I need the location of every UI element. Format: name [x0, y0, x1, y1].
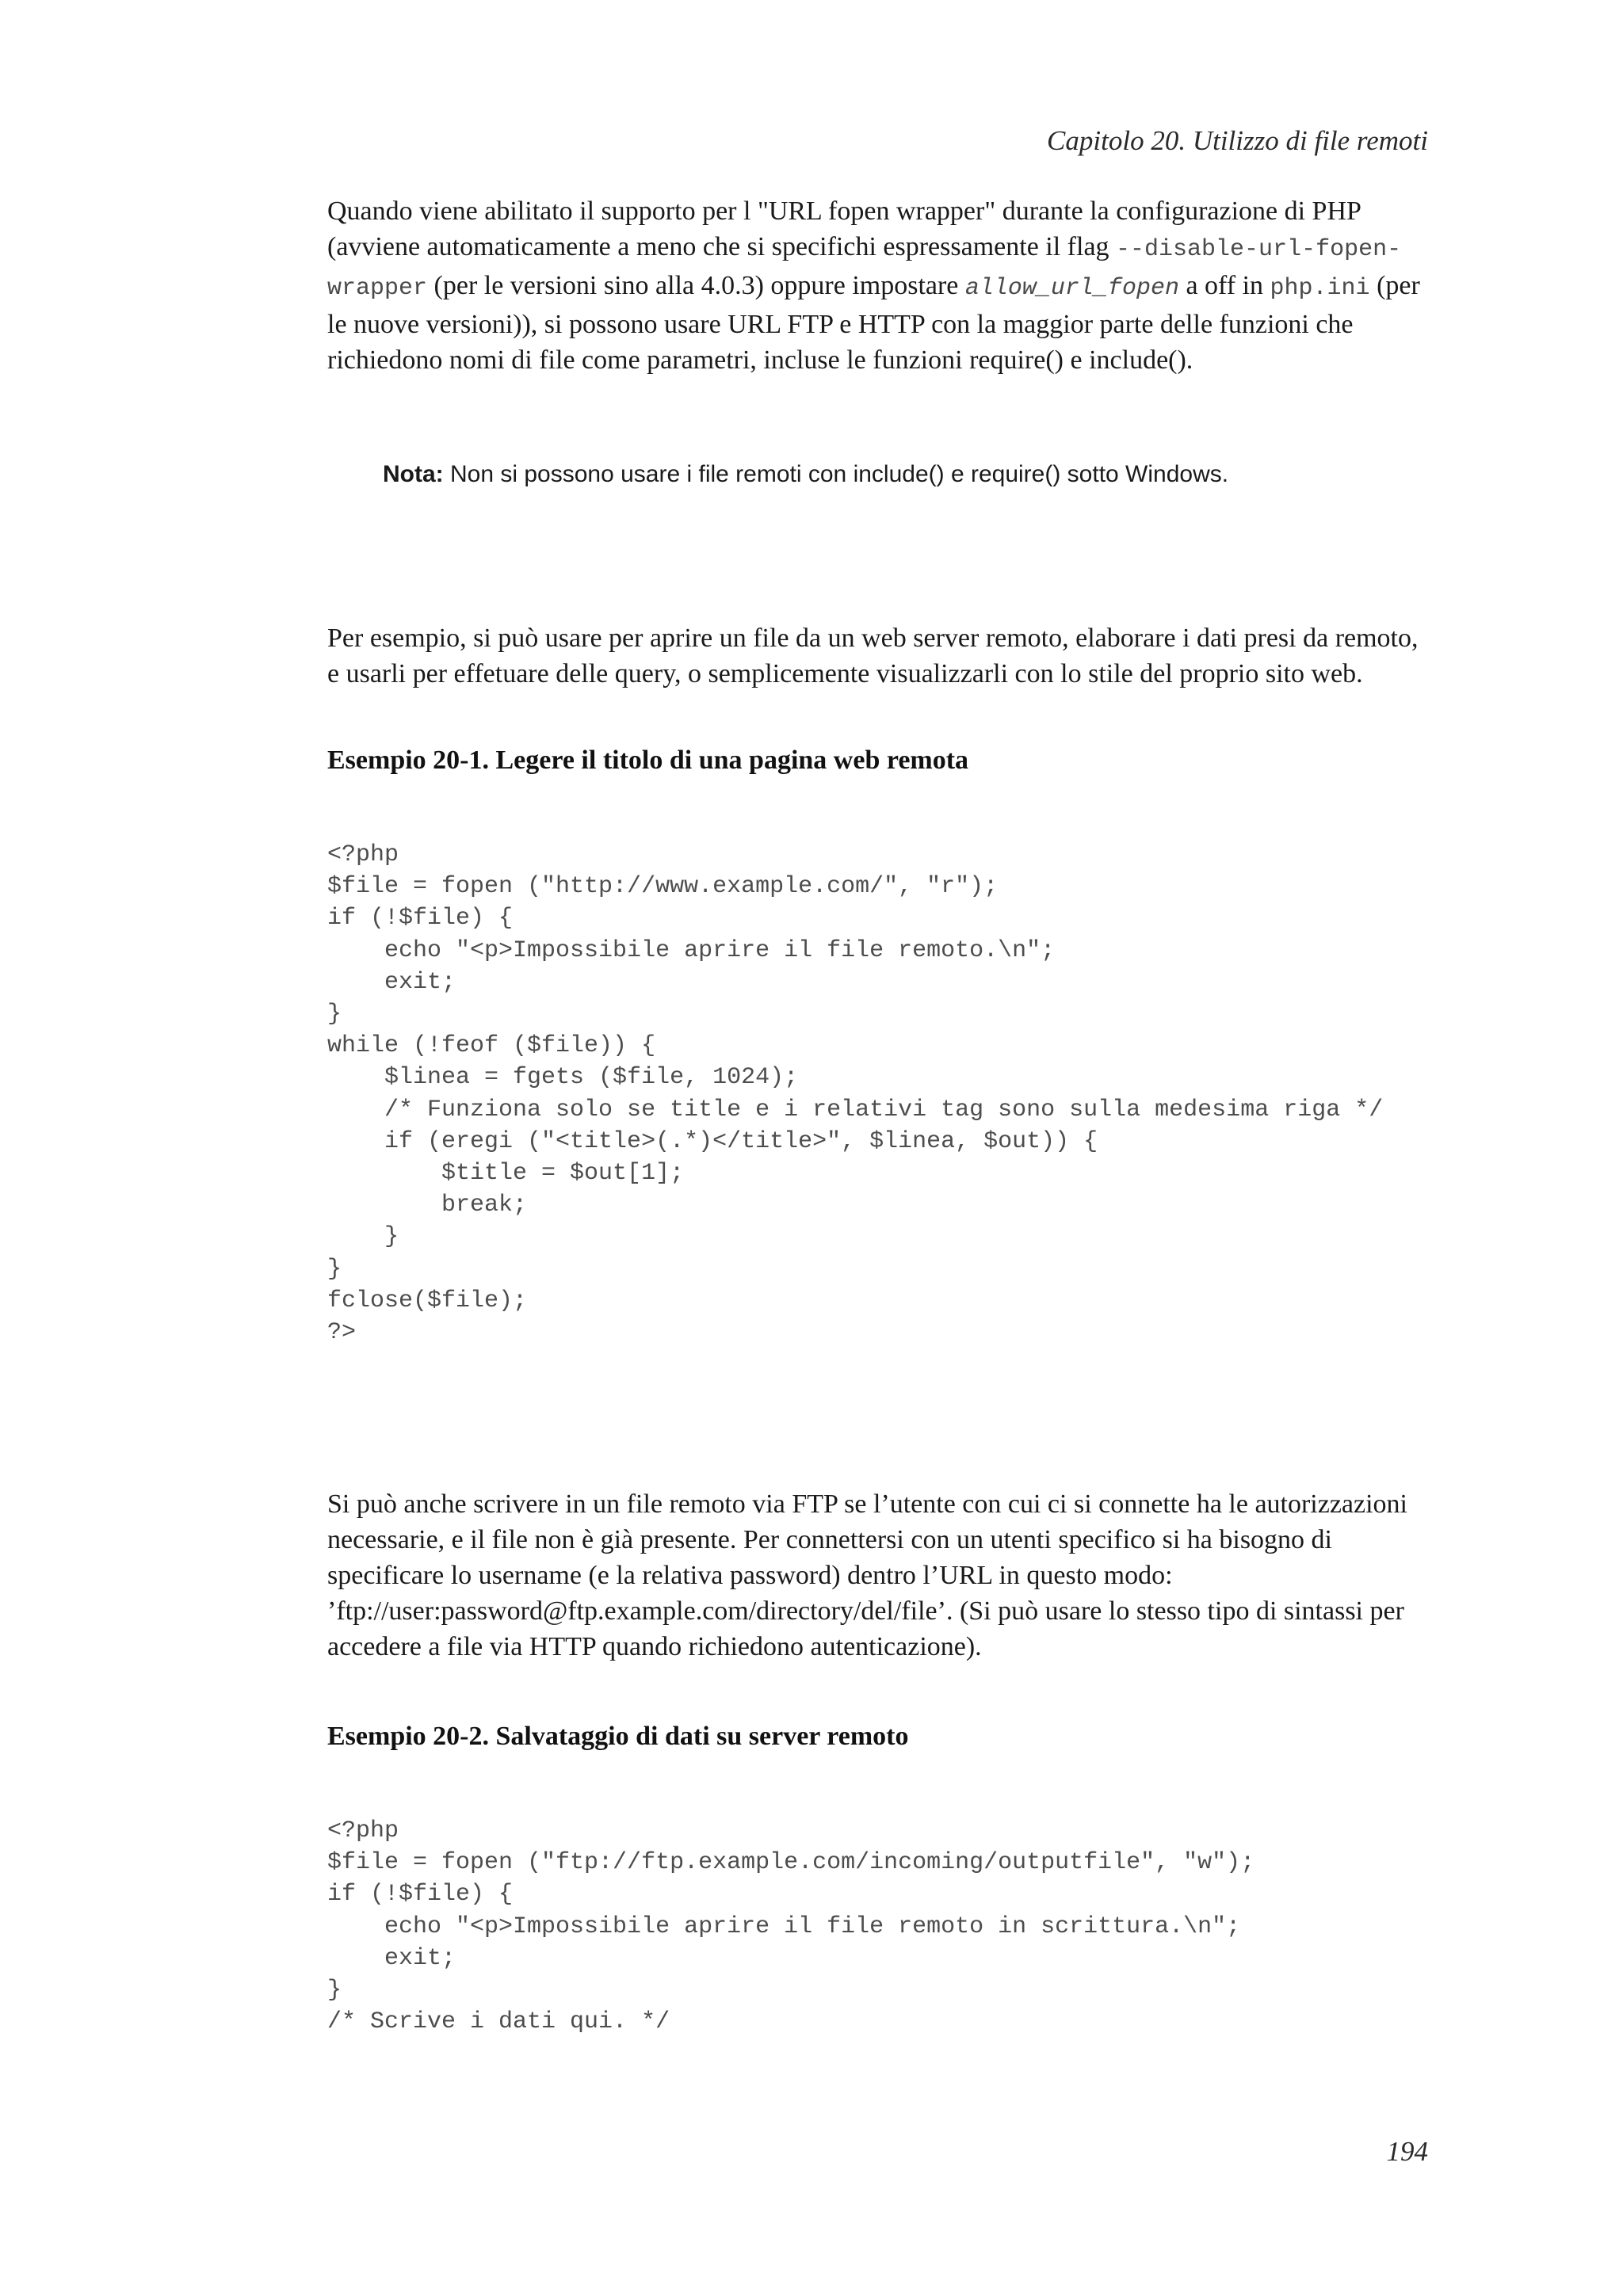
para1-text-3: a off in	[1178, 271, 1270, 300]
para1-text-2: (per le versioni sino alla 4.0.3) oppure impostare	[427, 271, 965, 300]
para1-text-4: (per le nuove versioni)), si possono usare URL FTP e HTTP con la maggior parte delle funzioni che richiedono nomi di file come parametri, incluse le funzioni require() e include().	[327, 271, 1420, 375]
paragraph-ftp-write: Si può anche scrivere in un file remoto via FTP se l’utente con cui ci si connette ha le autorizzazioni necessarie, e il file non è già presente. Per connettersi con un utenti specifico si ha bisogno di specificare lo username (e la relativa password) dentro l’URL in questo modo: ’ftp://user:password@ftp.example.com/directory/del/file’. (Si può usare lo stesso tipo di sintassi per accedere a file via HTTP quando richiedono autenticazione).	[327, 1489, 1408, 1661]
example-2-title: Esempio 20-2. Salvataggio di dati su server remoto	[327, 1722, 909, 1751]
para1-text-1: Quando viene abilitato il supporto per l "URL fopen wrapper" durante la configurazione di PHP (avviene automaticamente a meno che si specifichi espressamente il flag	[327, 196, 1361, 261]
paragraph-example-intro: Per esempio, si può usare per aprire un file da un web server remoto, elaborare i dati presi da remoto, e usarli per effetuare delle query, o semplicemente visualizzarli con lo stile del proprio sito web.	[327, 624, 1419, 688]
note-box	[383, 461, 1228, 488]
flag-disable-url-fopen: --disable-url-fopen-wrapper	[327, 236, 1402, 302]
note-label: Nota:	[383, 461, 444, 487]
page-number: 194	[1386, 2136, 1428, 2167]
paragraph-url-fopen	[327, 193, 1437, 378]
note-text: Non si possono usare i file remoti con include() e require() sotto Windows.	[443, 461, 1229, 487]
example-1-code: <?php $file = fopen ("http://www.example.com/", "r"); if (!$file) { echo "<p>Impossibile aprire il file remoto.\n"; exit; } while (!feof ($file)) { $linea = fgets ($file, 1024); /* Funziona solo se title e i relativi tag sono sulla medesima riga */ if (eregi ("<title>(.*)</title>", $linea, $out)) { $title = $out[1]; break; } } fclose($file); ?>	[327, 841, 1384, 1347]
option-allow-url-fopen: allow_url_fopen	[964, 275, 1179, 302]
example-1-title: Esempio 20-1. Legere il titolo di una pagina web remota	[327, 746, 969, 775]
running-header: Capitolo 20. Utilizzo di file remoti	[1047, 125, 1428, 156]
file-php-ini: php.ini	[1270, 275, 1370, 302]
example-2-code: <?php $file = fopen ("ftp://ftp.example.com/incoming/outputfile", "w"); if (!$file) { echo "<p>Impossibile aprire il file remoto in scrittura.\n"; exit; } /* Scrive i dati qui. */	[327, 1817, 1255, 2036]
